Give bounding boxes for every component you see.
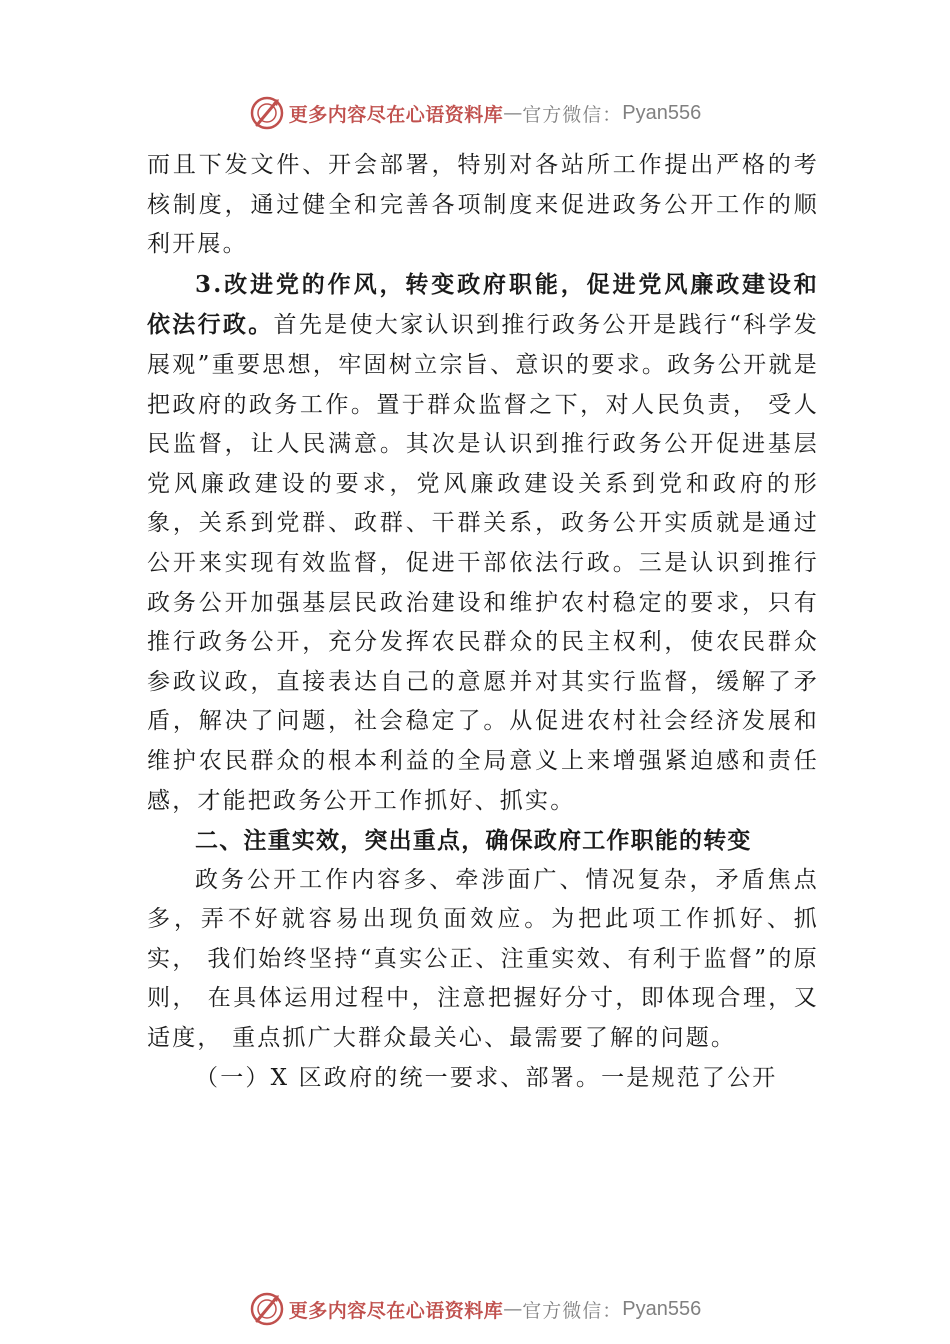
watermark-wechat-id: Pyan556 [622, 1297, 702, 1320]
watermark-brand: 更多内容尽在心语资料库 [288, 103, 504, 126]
seal-logo-icon [249, 95, 285, 131]
watermark-brand: 更多内容尽在心语资料库 [288, 1299, 504, 1322]
watermark-separator: — [503, 1298, 523, 1320]
seal-logo-icon [249, 1291, 285, 1327]
watermark-wechat-id: Pyan556 [622, 101, 702, 124]
paragraph-continuation: 而且下发文件、开会部署，特别对各站所工作提出严格的考核制度，通过健全和完善各项制度来促进政务公开工作的顺利开展。 [147, 152, 819, 258]
watermark-footer [0, 1289, 950, 1329]
paragraph-part-two-intro: 政务公开工作内容多、牵涉面广、情况复杂，矛盾焦点多，弄不好就容易出现负面效应。为把此项工作抓好、抓实， 我们始终坚持“真实公正、注重实效、有利于监督”的原则， 在具体运用过程中，注意把握好分寸，即体现合理，又适度， 重点抓广大群众最关心、最需要了解的问题。 [147, 866, 819, 1052]
paragraph-subsection-1: （一）X 区政府的统一要求、部署。一是规范了公开 [195, 1064, 778, 1091]
section-3-text: 首先是使大家认识到推行政务公开是践行“科学发展观”重要思想，牢固树立宗旨、意识的要求。政务公开就是把政府的政务工作。置于群众监督之下，对人民负责， 受人民监督，让人民满意。其次是认识到推行政务公开促进基层党风廉政建设的要求，党风廉政建设关系到党和政府的形象，关系到党群、政群、干群关系，政务公开实质就是通过公开来实现有效监督，促进干部依法行政。三是认识到推行政务公开加强基层民政治建设和维护农村稳定的要求，只有推行政务公开，充分发挥农民群众的民主权利，使农民群众参政议政，直接表达自己的意愿并对其实行监督，缓解了矛盾，解决了问题，社会稳定了。从促进农村社会经济发展和维护农民群众的根本利益的全局意义上来增强紧迫感和责任感，才能把政务公开工作抓好、抓实。 [147, 312, 819, 814]
section-3-heading: 3.改进党的作风，转变政府职能，促进党风廉政建设和依法行政。 [147, 270, 819, 339]
heading-part-two: 二、注重实效，突出重点，确保政府工作职能的转变 [195, 827, 752, 855]
watermark-wechat-label: 官方微信： [522, 1299, 623, 1322]
document-body [147, 146, 819, 1098]
paragraph-section-3 [147, 265, 819, 821]
watermark-wechat-label: 官方微信： [522, 103, 623, 126]
watermark-header [0, 93, 950, 133]
watermark-separator: — [503, 102, 523, 124]
